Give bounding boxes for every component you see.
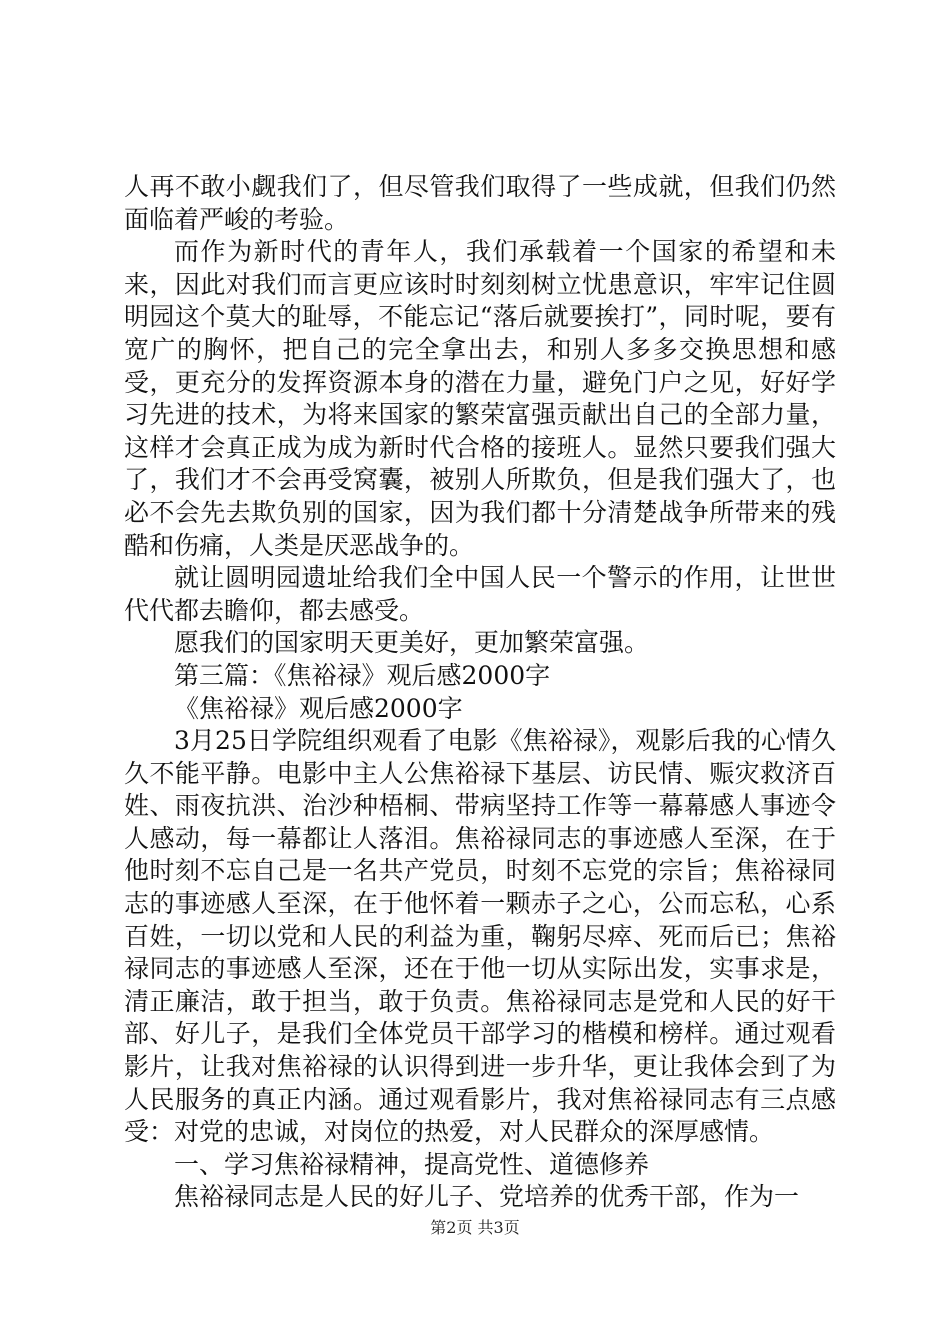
paragraph: 就让圆明园遗址给我们全中国人民一个警示的作用，让世世代代都去瞻仰，都去感受。: [124, 563, 836, 625]
article-title: 《焦裕禄》观后感2000字: [174, 693, 463, 723]
paragraph: 焦裕禄同志是人民的好儿子、党培养的优秀干部，作为一: [174, 1182, 800, 1212]
subsection-heading: 一、学习焦裕禄精神，提高党性、道德修养: [174, 1149, 650, 1179]
section-heading: 第三篇：《焦裕禄》观后感2000字: [174, 660, 551, 690]
document-body: [124, 171, 836, 1214]
paragraph: 人再不敢小觑我们了，但尽管我们取得了一些成就，但我们仍然面临着严峻的考验。: [124, 172, 836, 234]
paragraph: 愿我们的国家明天更美好，更加繁荣富强。: [174, 628, 650, 658]
paragraph: 3月25日学院组织观看了电影《焦裕禄》，观影后我的心情久久不能平静。电影中主人公焦裕禄下基层、访民情、赈灾救济百姓、雨夜抗洪、治沙种梧桐、带病坚持工作等一幕幕感人事迹令人感动，每一幕都让人落泪。焦裕禄同志的事迹感人至深，在于他时刻不忘自己是一名共产党员，时刻不忘党的宗旨；焦裕禄同志的事迹感人至深，在于他怀着一颗赤子之心，公而忘私，心系百姓，一切以党和人民的利益为重，鞠躬尽瘁、死而后已；焦裕禄同志的事迹感人至深，还在于他一切从实际出发，实事求是，清正廉洁，敢于担当，敢于负责。焦裕禄同志是党和人民的好干部、好儿子，是我们全体党员干部学习的楷模和榜样。通过观看影片，让我对焦裕禄的认识得到进一步升华，更让我体会到了为人民服务的真正内涵。通过观看影片，我对焦裕禄同志有三点感受：对党的忠诚，对岗位的热爱，对人民群众的深厚感情。: [124, 726, 836, 1147]
page-number-footer: 第2页 共3页: [430, 1218, 520, 1237]
paragraph: 而作为新时代的青年人，我们承载着一个国家的希望和未来，因此对我们而言更应该时时刻刻树立忧患意识，牢牢记住圆明园这个莫大的耻辱，不能忘记“落后就要挨打”，同时呢，要有宽广的胸怀，把自己的完全拿出去，和别人多多交换思想和感受，更充分的发挥资源本身的潜在力量，避免门户之见，好好学习先进的技术，为将来国家的繁荣富强贡献出自己的全部力量，这样才会真正成为成为新时代合格的接班人。显然只要我们强大了，我们才不会再受窝囊，被别人所欺负，但是我们强大了，也必不会先去欺负别的国家，因为我们都十分清楚战争所带来的残酷和伤痛，人类是厌恶战争的。: [124, 237, 836, 560]
